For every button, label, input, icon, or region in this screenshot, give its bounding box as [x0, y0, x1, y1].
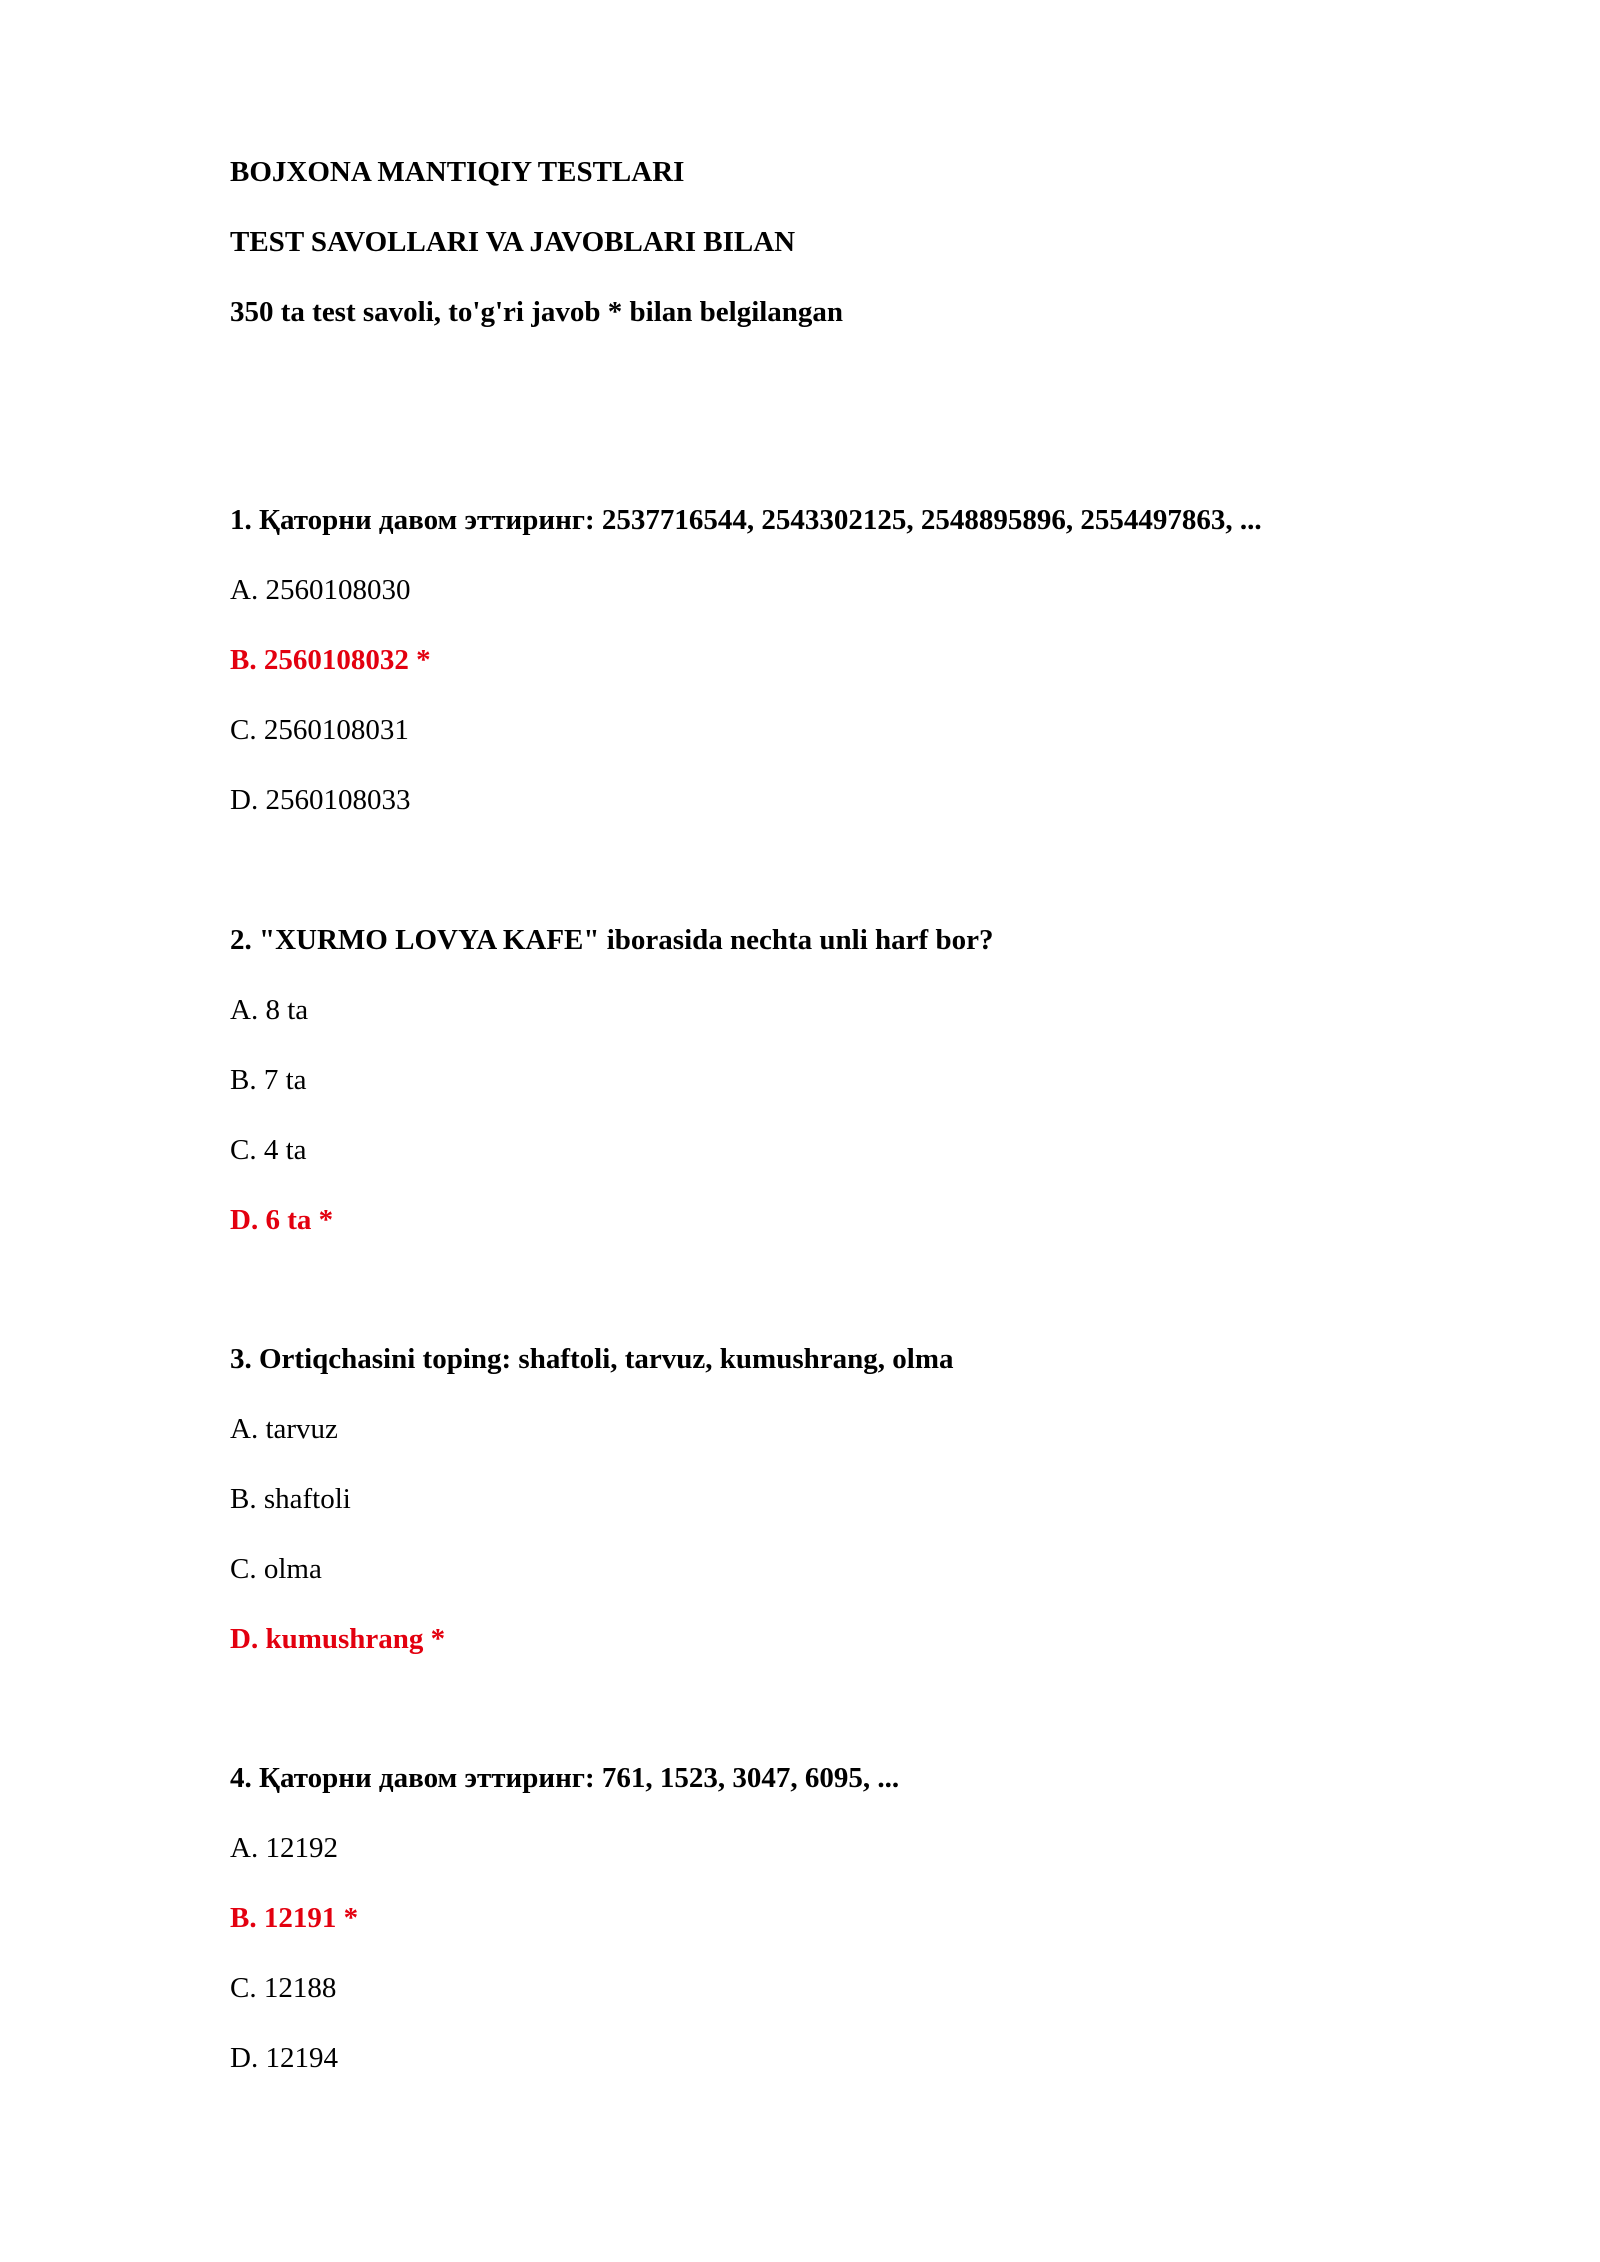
answer-option-d: D. 2560108033	[230, 784, 411, 816]
answer-option-c: C. 12188	[230, 1972, 337, 2004]
answer-option-a: A. 2560108030	[230, 574, 411, 606]
answer-option-a: A. 8 ta	[230, 994, 309, 1026]
answer-option-b: B. 7 ta	[230, 1064, 307, 1096]
question-text: 3. Ortiqchasini toping: shaftoli, tarvuz, kumushrang, olma	[230, 1343, 954, 1375]
answer-option-c: C. 4 ta	[230, 1134, 307, 1166]
document-note: 350 ta test savoli, to'g'ri javob * bilan belgilangan	[230, 296, 844, 328]
answer-option-b: B. 12191 *	[230, 1902, 359, 1934]
answer-option-a: A. tarvuz	[230, 1413, 338, 1445]
question-text: 4. Қаторни давом эттиринг: 761, 1523, 3047, 6095, ...	[230, 1762, 900, 1794]
answer-option-b: B. shaftoli	[230, 1483, 351, 1515]
answer-option-a: A. 12192	[230, 1832, 338, 1864]
document-subtitle: TEST SAVOLLARI VA JAVOBLARI BILAN	[230, 226, 796, 258]
question-3	[230, 1341, 1530, 1657]
answer-option-c: C. olma	[230, 1553, 322, 1585]
question-1	[230, 502, 1530, 818]
answer-option-d: D. 12194	[230, 2042, 338, 2074]
answer-option-d: D. 6 ta *	[230, 1204, 334, 1236]
answer-option-c: C. 2560108031	[230, 714, 409, 746]
answer-option-b: B. 2560108032 *	[230, 644, 431, 676]
document-title: BOJXONA MANTIQIY TESTLARI	[230, 156, 685, 188]
question-4	[230, 1760, 1530, 2076]
question-2	[230, 922, 1530, 1238]
question-text: 1. Қаторни давом эттиринг: 2537716544, 2543302125, 2548895896, 2554497863, ...	[230, 504, 1262, 536]
question-text: 2. "XURMO LOVYA KAFE" iborasida nechta unli harf bor?	[230, 924, 994, 956]
answer-option-d: D. kumushrang *	[230, 1623, 446, 1655]
